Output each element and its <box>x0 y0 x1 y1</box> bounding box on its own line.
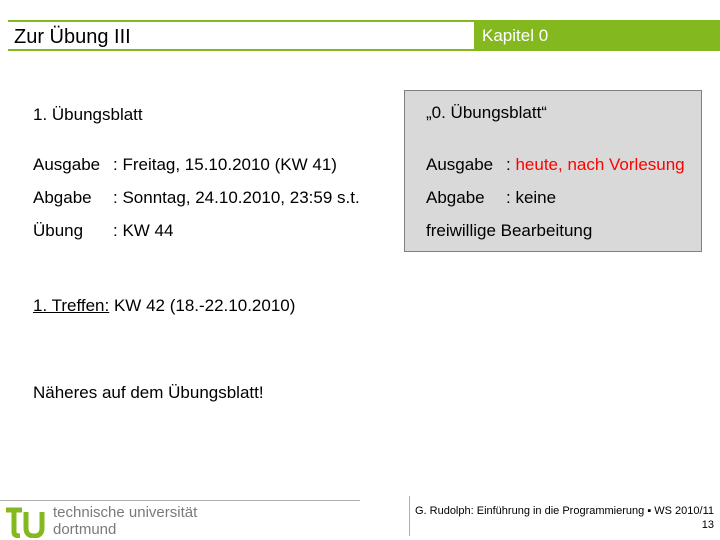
box-note: freiwillige Bearbeitung <box>426 221 593 240</box>
box-abgabe-row <box>426 188 556 208</box>
footer-vertical-rule <box>409 496 410 536</box>
left-abgabe-row <box>33 188 360 208</box>
box-ausgabe-row <box>426 155 685 175</box>
ausgabe-value: : Freitag, 15.10.2010 (KW 41) <box>113 155 337 174</box>
page-number: 13 <box>701 519 714 531</box>
header-rule-bottom <box>8 49 474 51</box>
footer-citation-block <box>415 504 714 532</box>
footer-divider <box>0 500 360 501</box>
left-ausgabe-row <box>33 155 337 175</box>
university-name <box>53 504 197 538</box>
left-heading: 1. Übungsblatt <box>33 105 143 124</box>
chapter-badge: Kapitel 0 <box>474 20 720 51</box>
abgabe-label: Abgabe <box>33 188 92 207</box>
slide-header <box>0 20 720 52</box>
ausgabe-label: Ausgabe <box>33 155 101 174</box>
treffen-row <box>33 296 295 316</box>
slide-title: Zur Übung III <box>14 26 131 48</box>
header-rule-top <box>8 20 474 22</box>
abgabe-value: : Sonntag, 24.10.2010, 23:59 s.t. <box>113 188 360 207</box>
info-box <box>404 90 702 252</box>
uebung-label: Übung <box>33 221 84 240</box>
uebung-value: : KW 44 <box>113 221 174 240</box>
left-uebung-row <box>33 221 173 241</box>
box-abgabe-value: : keine <box>506 188 557 207</box>
naeheres-text: Näheres auf dem Übungsblatt! <box>33 383 264 402</box>
box-ausgabe-sep: : <box>506 155 516 174</box>
box-heading: „0. Übungsblatt“ <box>426 103 547 122</box>
box-ausgabe-value: heute, nach Vorlesung <box>515 155 685 174</box>
university-line2: dortmund <box>53 521 117 538</box>
treffen-label: 1. Treffen: <box>33 296 110 315</box>
university-line1: technische universität <box>53 504 198 521</box>
footer-citation: G. Rudolph: Einführung in die Programmierung ▪ WS 2010/11 <box>414 505 714 517</box>
tu-logo-icon <box>4 502 48 538</box>
box-abgabe-label: Abgabe <box>426 188 485 207</box>
box-ausgabe-label: Ausgabe <box>426 155 494 174</box>
treffen-value: KW 42 (18.-22.10.2010) <box>109 296 296 315</box>
